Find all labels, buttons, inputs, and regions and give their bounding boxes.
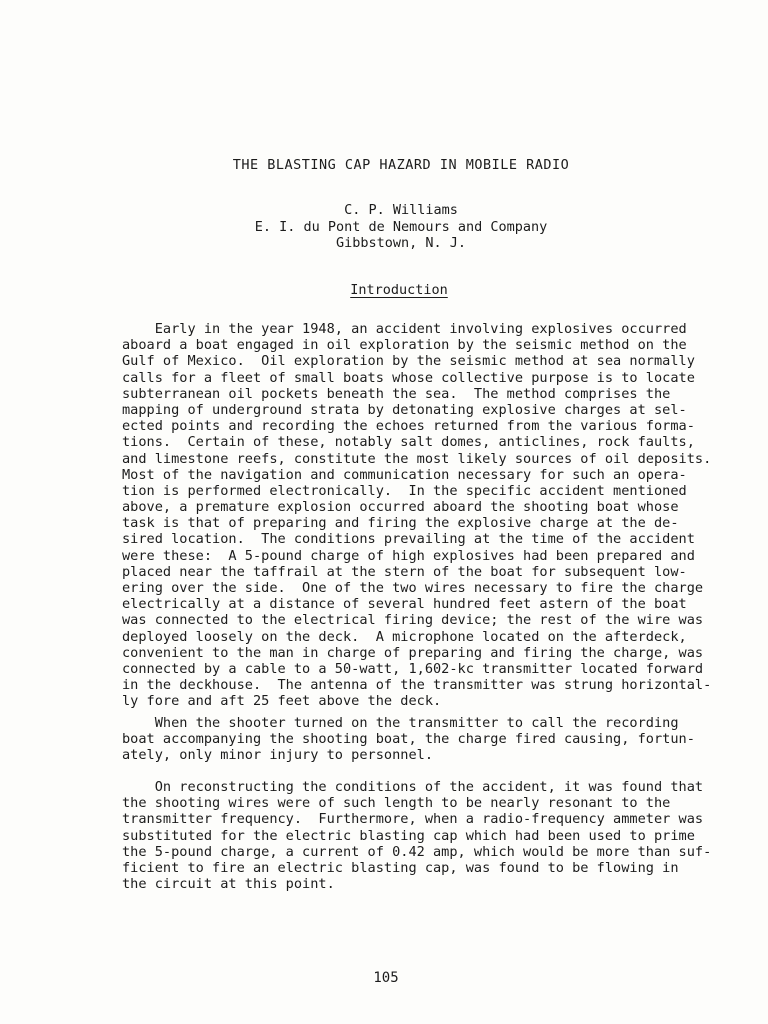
paragraph-line: placed near the taffrail at the stern of the boat for subsequent low- xyxy=(122,563,687,580)
paragraph-line: ected points and recording the echoes returned from the various forma- xyxy=(122,418,695,435)
author-block xyxy=(0,202,768,252)
paragraph-line: calls for a fleet of small boats whose collective purpose is to locate xyxy=(122,369,695,386)
paragraph xyxy=(122,715,718,764)
paragraph-line: mapping of underground strata by detonating explosive charges at sel- xyxy=(122,401,687,418)
section-heading xyxy=(0,282,768,298)
paragraph-line: connected by a cable to a 50-watt, 1,602-kc transmitter located forward xyxy=(122,660,704,677)
paragraph-line: ficient to fire an electric blasting cap, was found to be flowing in xyxy=(122,859,679,876)
paragraph-line: Most of the navigation and communication necessary for such an opera- xyxy=(122,466,687,483)
page-number: 105 xyxy=(373,970,399,986)
section-heading-text: Introduction xyxy=(350,282,448,298)
paragraph-line: ately, only minor injury to personnel. xyxy=(122,747,433,764)
paragraph-line: deployed loosely on the deck. A microphone located on the afterdeck, xyxy=(122,628,687,645)
paragraph-line: were these: A 5-pound charge of high explosives had been prepared and xyxy=(122,547,695,564)
paragraph-line: task is that of preparing and firing the explosive charge at the de- xyxy=(122,515,679,532)
author-name: C. P. Williams xyxy=(344,202,458,218)
document-title: THE BLASTING CAP HAZARD IN MOBILE RADIO xyxy=(232,157,570,173)
paragraph-line: On reconstructing the conditions of the accident, it was found that xyxy=(122,779,704,795)
paragraph-line: boat accompanying the shooting boat, the charge fired causing, fortun- xyxy=(122,731,695,748)
author-organization: E. I. du Pont de Nemours and Company xyxy=(254,218,548,235)
paragraph-line: in the deckhouse. The antenna of the transmitter was strung horizontal- xyxy=(122,677,712,694)
paragraph-line: ering over the side. One of the two wires necessary to fire the charge xyxy=(122,580,704,596)
paragraph-line: aboard a boat engaged in oil exploration by the seismic method on the xyxy=(122,337,687,354)
paragraph xyxy=(122,779,718,892)
paragraph-line: When the shooter turned on the transmitter to call the recording xyxy=(122,715,679,731)
paragraph-line: convenient to the man in charge of preparing and firing the charge, was xyxy=(122,644,704,661)
paragraph-line: electrically at a distance of several hundred feet astern of the boat xyxy=(122,596,687,613)
paragraph-line: and limestone reefs, constitute the most likely sources of oil deposits. xyxy=(122,450,712,467)
paragraph-line: transmitter frequency. Furthermore, when a radio-frequency ammeter was xyxy=(122,811,704,828)
paragraph-line: above, a premature explosion occurred aboard the shooting boat whose xyxy=(122,499,679,516)
author-location: Gibbstown, N. J. xyxy=(335,235,467,251)
paragraph-line: substituted for the electric blasting cap which had been used to prime xyxy=(122,827,695,844)
paragraph-line: tion is performed electronically. In the specific accident mentioned xyxy=(122,482,687,499)
paragraph-line: subterranean oil pockets beneath the sea. The method comprises the xyxy=(122,385,671,402)
paragraph xyxy=(122,321,718,710)
paragraph-line: sired location. The conditions prevailing at the time of the accident xyxy=(122,531,695,548)
paragraph-line: tions. Certain of these, notably salt domes, anticlines, rock faults, xyxy=(122,434,695,451)
paragraph-line: the shooting wires were of such length to be nearly resonant to the xyxy=(122,795,671,812)
paragraph-line: the 5-pound charge, a current of 0.42 amp, which would be more than suf- xyxy=(122,843,712,860)
paragraph-line: ly fore and aft 25 feet above the deck. xyxy=(122,693,442,710)
paragraph-line: the circuit at this point. xyxy=(122,876,335,893)
paragraph-line: Gulf of Mexico. Oil exploration by the seismic method at sea normally xyxy=(122,353,695,370)
paragraph-line: was connected to the electrical firing device; the rest of the wire was xyxy=(122,612,704,629)
paragraph-line: Early in the year 1948, an accident involving explosives occurred xyxy=(122,321,687,337)
